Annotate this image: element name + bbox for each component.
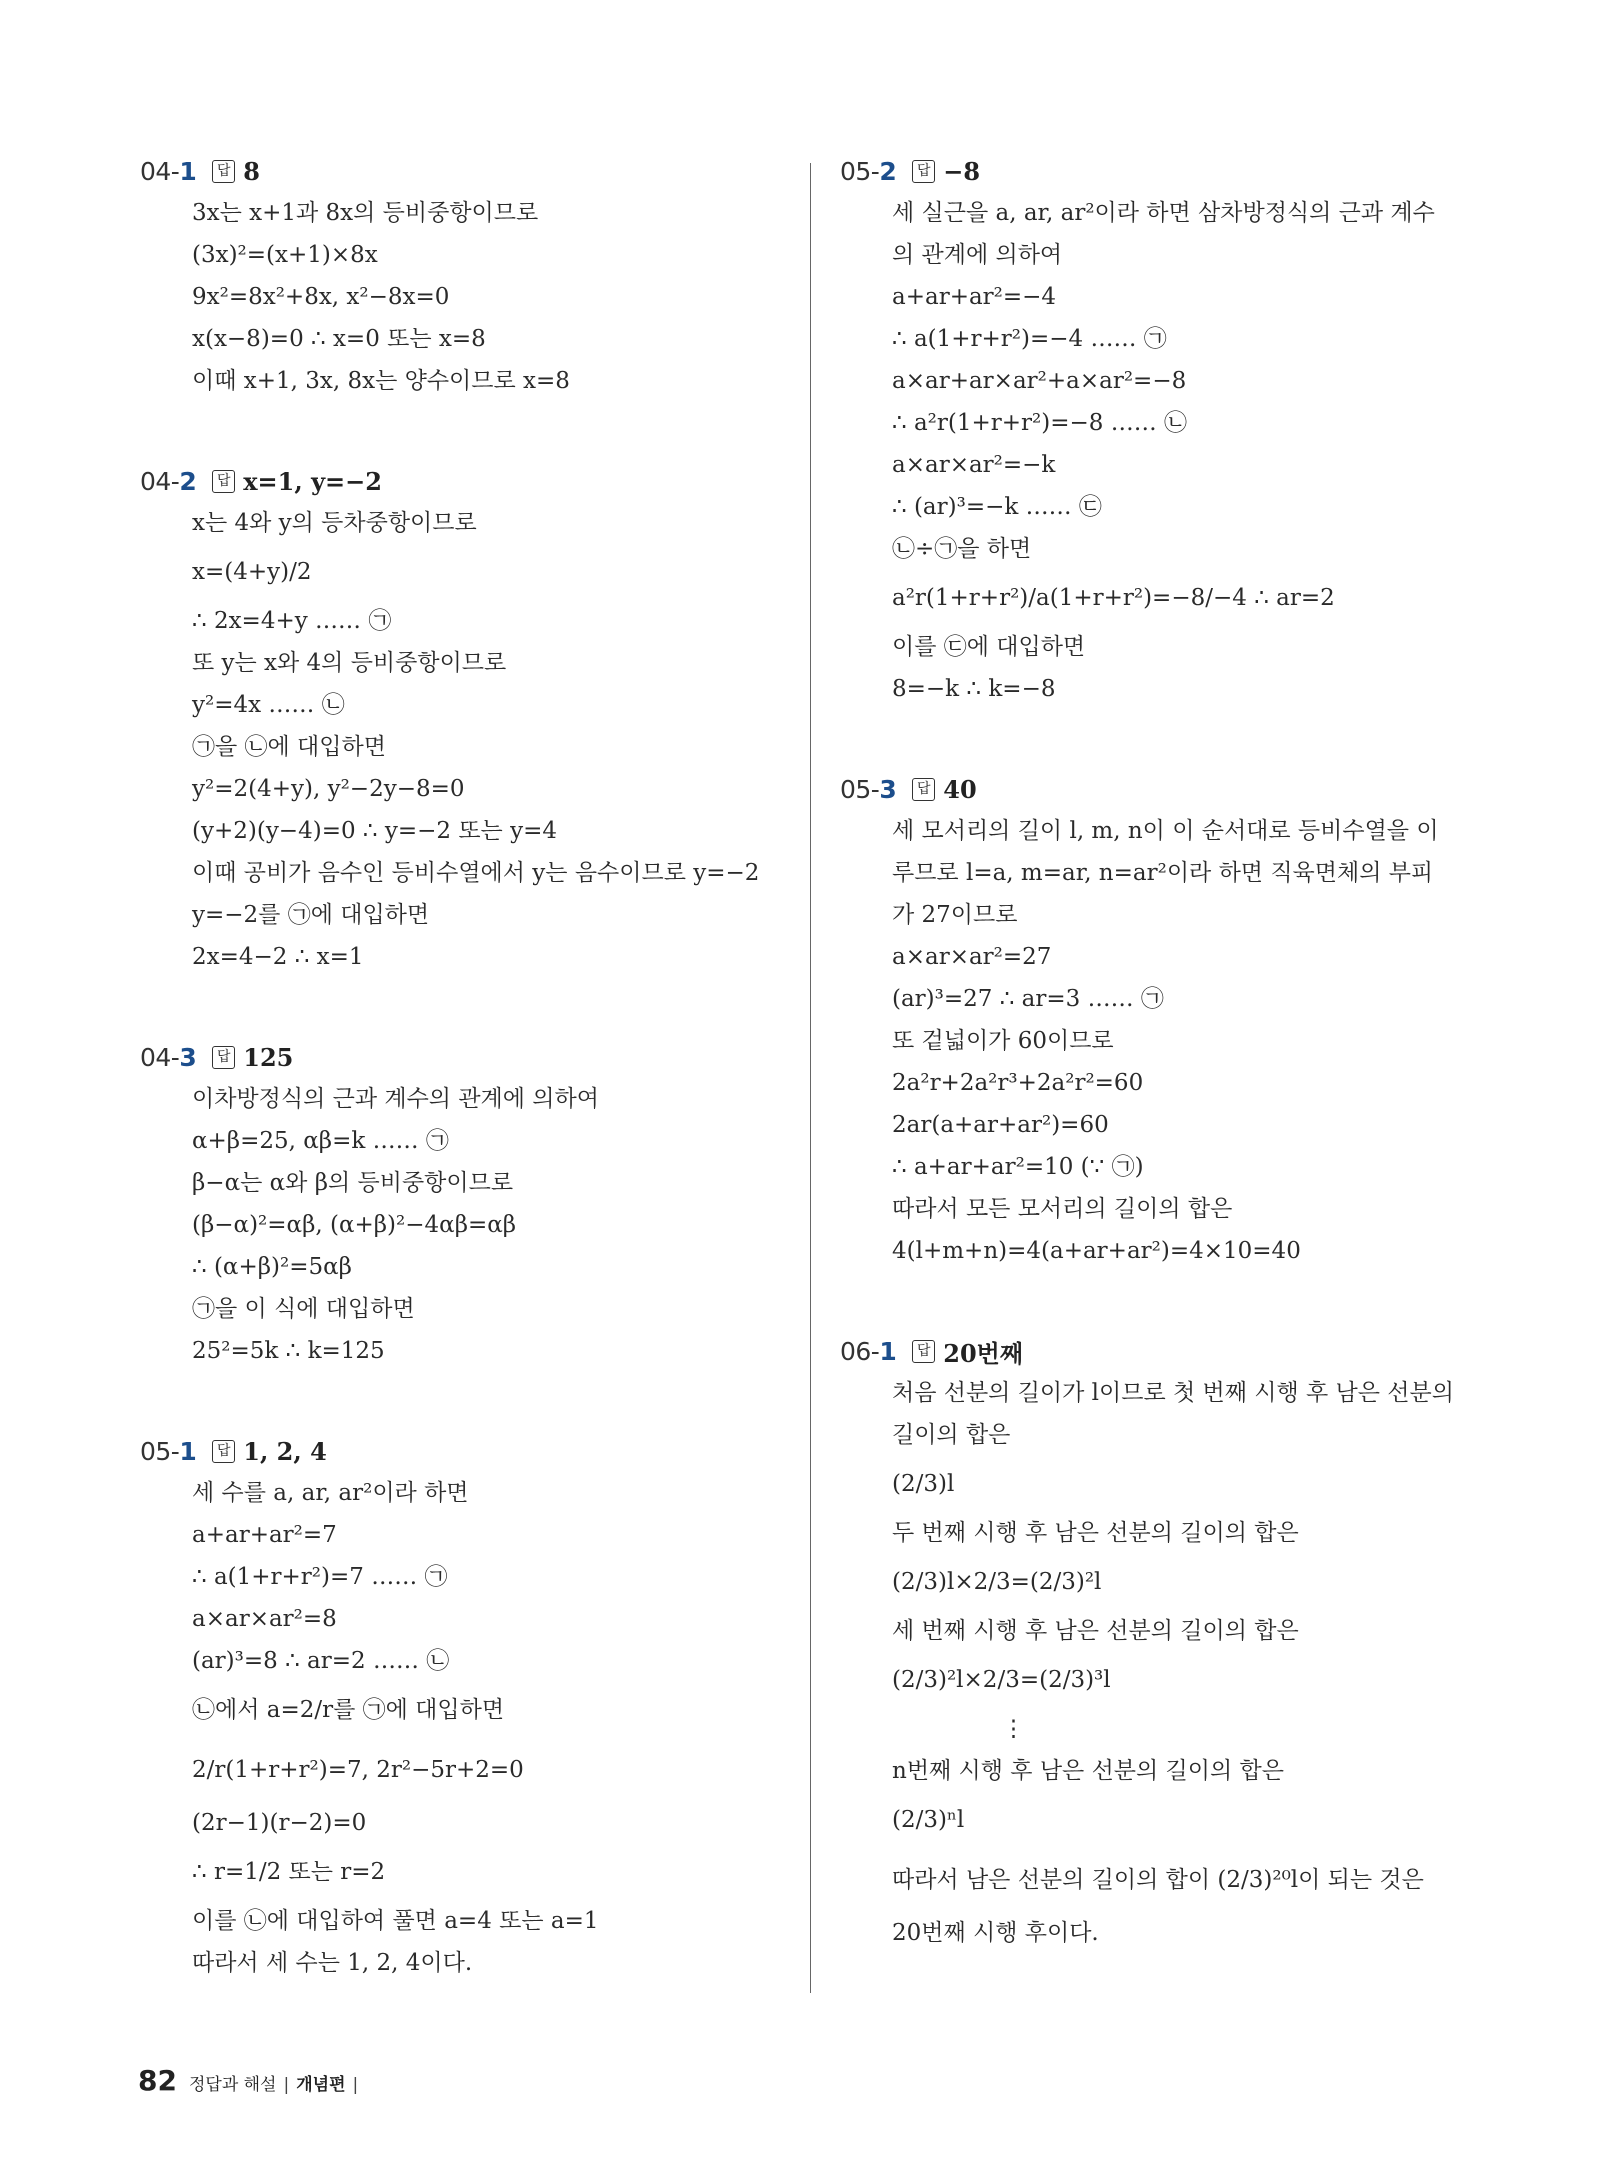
left-column	[142, 150, 782, 1984]
answer-value: x=1, y=−2	[243, 466, 382, 496]
solution-line: x(x−8)=0 ∴ x=0 또는 x=8	[192, 326, 486, 352]
problem-header	[140, 150, 782, 192]
problem-number: 04-3	[140, 1042, 197, 1072]
solution-line: a×ar×ar²=27	[892, 944, 1052, 970]
solution-line: 따라서 모든 모서리의 길이의 합은	[892, 1196, 1233, 1222]
solution-line: 세 실근을 a, ar, ar²이라 하면 삼차방정식의 근과 계수	[892, 200, 1435, 226]
solution-body	[192, 502, 782, 978]
solution-line: (ar)³=27 ∴ ar=3 …… ㉠	[892, 986, 1164, 1012]
page-number: 82	[138, 2064, 177, 2097]
solution-line: 이를 ㉢에 대입하면	[892, 634, 1086, 660]
solution-line: n번째 시행 후 남은 선분의 길이의 합은	[892, 1758, 1284, 1784]
solution-line: 25²=5k ∴ k=125	[192, 1338, 385, 1364]
solution-line: 따라서 남은 선분의 길이의 합이 (2/3)²⁰l이 되는 것은	[892, 1867, 1424, 1893]
solution-line: β−α는 α와 β의 등비중항이므로	[192, 1170, 514, 1196]
solution-line: y=−2를 ㉠에 대입하면	[192, 902, 430, 928]
column-divider	[810, 163, 811, 1993]
solution-line: 세 수를 a, ar, ar²이라 하면	[192, 1480, 469, 1506]
solution-line: 세 번째 시행 후 남은 선분의 길이의 합은	[892, 1618, 1299, 1644]
solution-line: 2x=4−2 ∴ x=1	[192, 944, 364, 970]
section-name: 개념편	[296, 2075, 346, 2095]
problem-number: 06-1	[840, 1336, 897, 1366]
answer-value: 20번째	[943, 1338, 1024, 1368]
solution-line: 20번째 시행 후이다.	[892, 1920, 1099, 1946]
right-column	[842, 150, 1482, 1954]
problem-header	[140, 1036, 782, 1078]
answer-value: 40	[943, 774, 977, 804]
solution-line: x=(4+y)/2	[192, 559, 312, 585]
solution-line: (y+2)(y−4)=0 ∴ y=−2 또는 y=4	[192, 818, 557, 844]
problem-header	[840, 1330, 1482, 1372]
solution-line: y²=2(4+y), y²−2y−8=0	[192, 776, 465, 802]
solution-line: ㉠을 ㉡에 대입하면	[192, 734, 386, 760]
solution-line: 2/r(1+r+r²)=7, 2r²−5r+2=0	[192, 1757, 524, 1783]
solution-line: 이때 x+1, 3x, 8x는 양수이므로 x=8	[192, 368, 570, 394]
solution-line: 2ar(a+ar+ar²)=60	[892, 1112, 1109, 1138]
solution-line: a×ar×ar²=−k	[892, 452, 1056, 478]
solution-line: 또 y는 x와 4의 등비중항이므로	[192, 650, 507, 676]
solution-line: ∴ r=1/2 또는 r=2	[192, 1859, 386, 1885]
solution-body	[192, 1472, 782, 1984]
answer-icon: 답	[212, 470, 235, 493]
solution-line: ⋮	[1002, 1716, 1025, 1742]
problem-number: 05-3	[840, 774, 897, 804]
solution-body	[892, 810, 1482, 1272]
solution-line: x는 4와 y의 등차중항이므로	[192, 510, 477, 536]
solution-line: (3x)²=(x+1)×8x	[192, 242, 378, 268]
problem-05-1	[142, 1430, 782, 1984]
solution-line: 세 모서리의 길이 l, m, n이 이 순서대로 등비수열을 이	[892, 818, 1439, 844]
solution-line: (2r−1)(r−2)=0	[192, 1810, 367, 1836]
solution-line: ∴ a(1+r+r²)=−4 …… ㉠	[892, 326, 1167, 352]
solution-line: ㉠을 이 식에 대입하면	[192, 1296, 415, 1322]
solution-line: ∴ (ar)³=−k …… ㉢	[892, 494, 1102, 520]
footer-separator-end: |	[352, 2075, 359, 2095]
solution-line: 이때 공비가 음수인 등비수열에서 y는 음수이므로 y=−2	[192, 860, 760, 886]
solution-line: 의 관계에 의하여	[892, 242, 1063, 268]
solution-line: 4(l+m+n)=4(a+ar+ar²)=4×10=40	[892, 1238, 1301, 1264]
solution-line: 따라서 세 수는 1, 2, 4이다.	[192, 1950, 473, 1976]
page-footer	[138, 2064, 365, 2097]
problem-header	[140, 1430, 782, 1472]
solution-line: ㉡÷㉠을 하면	[892, 536, 1032, 562]
solution-line: 3x는 x+1과 8x의 등비중항이므로	[192, 200, 539, 226]
answer-icon: 답	[912, 160, 935, 183]
solution-body	[192, 1078, 782, 1372]
solution-line: 두 번째 시행 후 남은 선분의 길이의 합은	[892, 1520, 1299, 1546]
answer-icon: 답	[212, 1046, 235, 1069]
solution-line: 루므로 l=a, m=ar, n=ar²이라 하면 직육면체의 부피	[892, 860, 1434, 886]
problem-header	[840, 150, 1482, 192]
problem-05-3	[842, 768, 1482, 1272]
footer-separator: |	[283, 2075, 290, 2095]
answer-value: 1, 2, 4	[243, 1436, 327, 1466]
solution-body	[892, 1372, 1482, 1954]
problem-header	[140, 460, 782, 502]
solution-line: (2/3)ⁿl	[892, 1807, 965, 1833]
solution-line: (2/3)l	[892, 1471, 955, 1497]
problem-04-3	[142, 1036, 782, 1372]
solution-line: ∴ a²r(1+r+r²)=−8 …… ㉡	[892, 410, 1188, 436]
solution-line: 가 27이므로	[892, 902, 1018, 928]
solution-line: (ar)³=8 ∴ ar=2 …… ㉡	[192, 1648, 450, 1674]
answer-icon: 답	[212, 1440, 235, 1463]
solution-body	[892, 192, 1482, 710]
solution-line: 8=−k ∴ k=−8	[892, 676, 1056, 702]
answer-value: 8	[243, 156, 260, 186]
problem-04-2	[142, 460, 782, 978]
solution-line: 2a²r+2a²r³+2a²r²=60	[892, 1070, 1144, 1096]
solution-line: a×ar×ar²=8	[192, 1606, 337, 1632]
solution-line: 9x²=8x²+8x, x²−8x=0	[192, 284, 450, 310]
solution-line: (2/3)l×2/3=(2/3)²l	[892, 1569, 1102, 1595]
solution-line: 또 겉넓이가 60이므로	[892, 1028, 1114, 1054]
solution-line: (2/3)²l×2/3=(2/3)³l	[892, 1667, 1111, 1693]
book-title: 정답과 해설	[188, 2075, 277, 2095]
solution-line: ∴ a(1+r+r²)=7 …… ㉠	[192, 1564, 448, 1590]
problem-header	[840, 768, 1482, 810]
answer-icon: 답	[912, 778, 935, 801]
solution-line: ∴ 2x=4+y …… ㉠	[192, 608, 392, 634]
solution-line: a×ar+ar×ar²+a×ar²=−8	[892, 368, 1187, 394]
answer-value: 125	[243, 1042, 294, 1072]
solution-line: y²=4x …… ㉡	[192, 692, 345, 718]
solution-line: (β−α)²=αβ, (α+β)²−4αβ=αβ	[192, 1212, 517, 1238]
solution-line: 처음 선분의 길이가 l이므로 첫 번째 시행 후 남은 선분의	[892, 1380, 1454, 1406]
solution-line: α+β=25, αβ=k …… ㉠	[192, 1128, 449, 1154]
solution-body	[192, 192, 782, 402]
solution-line: 길이의 합은	[892, 1422, 1011, 1448]
solution-line: a+ar+ar²=−4	[892, 284, 1057, 310]
problem-05-2	[842, 150, 1482, 710]
answer-value: −8	[943, 156, 981, 186]
problem-number: 05-2	[840, 156, 897, 186]
problem-04-1	[142, 150, 782, 402]
problem-number: 05-1	[140, 1436, 197, 1466]
solution-line: a+ar+ar²=7	[192, 1522, 337, 1548]
answer-icon: 답	[212, 160, 235, 183]
problem-number: 04-2	[140, 466, 197, 496]
solution-line: 이차방정식의 근과 계수의 관계에 의하여	[192, 1086, 599, 1112]
solution-line: ㉡에서 a=2/r를 ㉠에 대입하면	[192, 1697, 505, 1723]
solution-line: ∴ a+ar+ar²=10 (∵ ㉠)	[892, 1154, 1144, 1180]
problem-number: 04-1	[140, 156, 197, 186]
solution-line: a²r(1+r+r²)/a(1+r+r²)=−8/−4 ∴ ar=2	[892, 585, 1335, 611]
solution-line: 이를 ㉡에 대입하여 풀면 a=4 또는 a=1	[192, 1908, 599, 1934]
problem-06-1	[842, 1330, 1482, 1954]
solution-line: ∴ (α+β)²=5αβ	[192, 1254, 352, 1280]
answer-icon: 답	[912, 1340, 935, 1363]
